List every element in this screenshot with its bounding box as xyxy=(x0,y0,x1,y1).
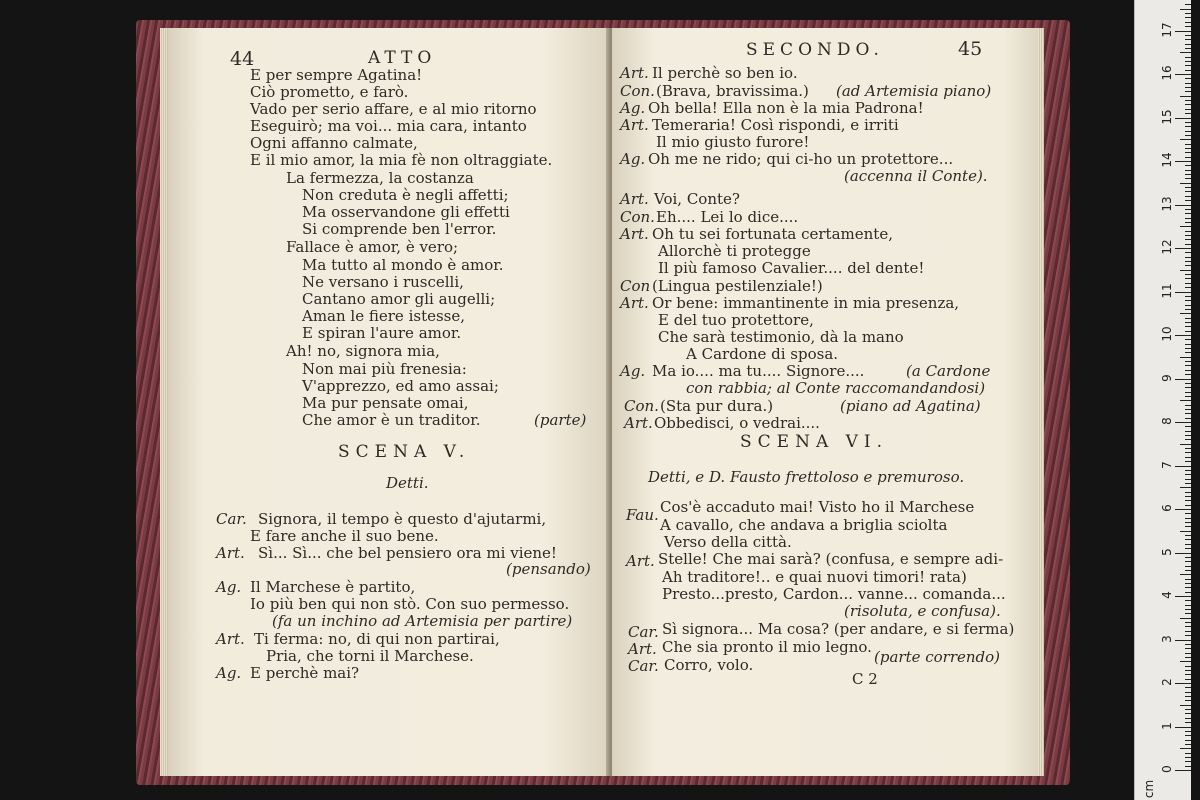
ruler-tick xyxy=(1185,392,1191,393)
dialogue-line: Oh me ne rido; qui ci-ho un protettore... xyxy=(648,150,954,168)
ruler-tick xyxy=(1180,705,1191,706)
ruler-tick xyxy=(1185,239,1191,240)
dialogue-line: Il perchè so ben io. xyxy=(652,64,798,82)
ruler-tick xyxy=(1185,39,1191,40)
ruler-tick xyxy=(1185,152,1191,153)
ruler-tick xyxy=(1185,309,1191,310)
verse-line: E spiran l'aure amor. xyxy=(302,324,462,342)
ruler-number: 15 xyxy=(1160,108,1174,125)
speaker: Art. xyxy=(216,544,245,562)
ruler-tick xyxy=(1185,570,1191,571)
dialogue-line: E perchè mai? xyxy=(250,664,360,682)
dialogue-line: Obbedisci, o vedrai.... xyxy=(654,414,820,432)
dialogue-line: Eh.... Lei lo dice.... xyxy=(656,208,799,226)
ruler-tick xyxy=(1185,666,1191,667)
ruler-tick xyxy=(1185,252,1191,253)
ruler-tick xyxy=(1175,118,1191,119)
speaker: Art. xyxy=(624,414,653,432)
ruler-tick xyxy=(1180,748,1191,749)
ruler-tick xyxy=(1185,78,1191,79)
ruler-tick xyxy=(1185,157,1191,158)
ruler-tick xyxy=(1180,183,1191,184)
verse-line: Ah! no, signora mia, xyxy=(286,342,440,360)
ruler-tick xyxy=(1185,413,1191,414)
speaker: Art. xyxy=(620,225,649,243)
dialogue-line: Il più famoso Cavalier.... del dente! xyxy=(658,259,925,277)
speaker: Art. xyxy=(620,294,649,312)
verse-line: Aman le fiere istesse, xyxy=(302,307,466,325)
ruler-tick xyxy=(1185,635,1191,636)
ruler-tick xyxy=(1185,648,1191,649)
verse-line: Vado per serio affare, e al mio ritorno xyxy=(250,100,537,118)
ruler-tick xyxy=(1175,31,1191,32)
dialogue-line: Ti ferma: no, di qui non partirai, xyxy=(254,630,500,648)
ruler-tick xyxy=(1185,644,1191,645)
dialogue-line: Temeraria! Così rispondi, e irriti xyxy=(652,116,899,134)
ruler-tick xyxy=(1185,483,1191,484)
ruler-tick xyxy=(1185,522,1191,523)
dialogue-line: Presto...presto, Cardon... vanne... comanda... xyxy=(662,585,1006,603)
speaker: Ag. xyxy=(216,664,242,682)
dialogue-line: Corro, volo. xyxy=(664,656,754,674)
dialogue-line: A cavallo, che andava a briglia sciolta xyxy=(660,516,948,534)
ruler-tick xyxy=(1185,283,1191,284)
ruler-tick xyxy=(1185,461,1191,462)
scene-subtitle: Detti. xyxy=(386,474,429,492)
ruler-tick xyxy=(1185,383,1191,384)
ruler-tick xyxy=(1185,418,1191,419)
speaker: Art. xyxy=(626,552,655,570)
ruler-number: 4 xyxy=(1160,591,1174,599)
dialogue-line: Allorchè ti protegge xyxy=(658,242,811,260)
ruler-tick xyxy=(1185,513,1191,514)
dialogue-line: Io più ben qui non stò. Con suo permesso. xyxy=(250,595,570,613)
verse-line: E per sempre Agatina! xyxy=(250,66,423,84)
ruler-tick xyxy=(1185,757,1191,758)
stage-direction: (fa un inchino ad Artemisia per partire) xyxy=(272,612,573,630)
ruler-tick xyxy=(1175,335,1191,336)
ruler-tick xyxy=(1175,466,1191,467)
ruler-tick xyxy=(1185,144,1191,145)
ruler-tick xyxy=(1185,605,1191,606)
ruler-tick xyxy=(1185,91,1191,92)
stage-direction: (piano ad Agatina) xyxy=(840,397,981,415)
verse-line: La fermezza, la costanza xyxy=(286,169,474,187)
ruler-tick xyxy=(1180,9,1191,10)
ruler-tick xyxy=(1185,17,1191,18)
ruler-tick xyxy=(1185,500,1191,501)
stage-direction: (risoluta, e confusa). xyxy=(844,602,1001,620)
stage-direction: (a Cardone xyxy=(906,362,991,380)
scene-title: SCENA VI. xyxy=(740,432,889,452)
ruler-tick xyxy=(1185,470,1191,471)
ruler-tick xyxy=(1185,57,1191,58)
ruler-number: 10 xyxy=(1160,326,1174,342)
ruler-tick xyxy=(1185,435,1191,436)
dialogue-line: Il Marchese è partito, xyxy=(250,578,416,596)
ruler-tick xyxy=(1185,561,1191,562)
stage-direction: (parte correndo) xyxy=(874,648,1001,666)
speaker: Ag. xyxy=(620,150,646,168)
ruler-tick xyxy=(1185,178,1191,179)
right-page xyxy=(612,28,1038,776)
signature-mark: C 2 xyxy=(852,670,878,688)
ruler-number: 14 xyxy=(1160,152,1174,168)
ruler-tick xyxy=(1185,126,1191,127)
ruler-unit: cm xyxy=(1142,779,1156,799)
ruler-tick xyxy=(1175,640,1191,641)
left-page xyxy=(168,28,610,776)
ruler-tick xyxy=(1185,626,1191,627)
ruler-tick xyxy=(1180,270,1191,271)
stage-direction: (ad Artemisia piano) xyxy=(836,82,992,100)
ruler-tick xyxy=(1185,352,1191,353)
ruler-tick xyxy=(1185,287,1191,288)
ruler-tick xyxy=(1180,444,1191,445)
verse-line: Non creduta è negli affetti; xyxy=(302,186,509,204)
stage-direction: (parte) xyxy=(534,411,587,429)
ruler-number: 9 xyxy=(1160,373,1174,382)
ruler-tick xyxy=(1185,61,1191,62)
verse-line: Ma tutto al mondo è amor. xyxy=(302,256,504,274)
ruler-tick xyxy=(1185,109,1191,110)
speaker: Art. xyxy=(628,640,657,658)
ruler-tick xyxy=(1185,318,1191,319)
dialogue-line: Stelle! Che mai sarà? (confusa, e sempre adi- xyxy=(658,550,1004,568)
verse-line: V'apprezzo, ed amo assai; xyxy=(302,377,499,395)
ruler-tick xyxy=(1185,692,1191,693)
ruler-tick xyxy=(1185,361,1191,362)
ruler-tick xyxy=(1185,135,1191,136)
dialogue-line: Oh tu sei fortunata certamente, xyxy=(652,225,893,243)
ruler-tick xyxy=(1185,257,1191,258)
ruler-tick xyxy=(1185,187,1191,188)
ruler-tick xyxy=(1175,683,1191,684)
speaker: Art. xyxy=(620,116,649,134)
ruler-number: 12 xyxy=(1160,239,1174,255)
ruler-tick xyxy=(1185,631,1191,632)
ruler-tick xyxy=(1185,557,1191,558)
ruler-tick xyxy=(1185,731,1191,732)
ruler-tick xyxy=(1185,696,1191,697)
ruler-tick xyxy=(1185,200,1191,201)
ruler-tick xyxy=(1175,379,1191,380)
ruler-tick xyxy=(1185,4,1191,5)
ruler-tick xyxy=(1185,718,1191,719)
dialogue-line: A Cardone di sposa. xyxy=(686,345,839,363)
ruler-tick xyxy=(1185,213,1191,214)
ruler-tick xyxy=(1185,322,1191,323)
ruler-tick xyxy=(1180,531,1191,532)
ruler-tick xyxy=(1180,618,1191,619)
ruler-tick xyxy=(1185,609,1191,610)
ruler-tick xyxy=(1185,535,1191,536)
ruler-tick xyxy=(1185,44,1191,45)
ruler-tick xyxy=(1175,205,1191,206)
speaker: Art. xyxy=(620,64,649,82)
ruler-tick xyxy=(1185,209,1191,210)
ruler-tick xyxy=(1180,400,1191,401)
ruler-tick xyxy=(1185,548,1191,549)
page-edge-left xyxy=(160,28,168,776)
ruler-tick xyxy=(1185,261,1191,262)
dialogue-line: Sì signora... Ma cosa? (per andare, e si ferma) xyxy=(662,620,1015,638)
ruler-tick xyxy=(1185,339,1191,340)
ruler-tick xyxy=(1185,583,1191,584)
verse-line: Ciò prometto, e farò. xyxy=(250,83,409,101)
ruler-number: 17 xyxy=(1160,21,1174,38)
ruler-tick xyxy=(1175,509,1191,510)
dialogue-line: Che sarà testimonio, dà la mano xyxy=(658,328,904,346)
verse-line: Ogni affanno calmate, xyxy=(250,134,418,152)
verse-line: Che amor è un traditor. xyxy=(302,411,481,429)
stage-direction: (pensando) xyxy=(506,560,591,578)
dialogue-line: Sì... Sì... che bel pensiero ora mi viene! xyxy=(258,544,557,562)
ruler-tick xyxy=(1185,713,1191,714)
dialogue-line: Che sia pronto il mio legno. xyxy=(662,638,872,656)
dialogue-line: Ma io.... ma tu.... Signore.... xyxy=(652,362,865,380)
ruler-tick xyxy=(1185,374,1191,375)
ruler-tick xyxy=(1185,65,1191,66)
ruler-tick xyxy=(1175,161,1191,162)
ruler-number: 2 xyxy=(1160,678,1174,686)
ruler-tick xyxy=(1175,553,1191,554)
ruler-tick xyxy=(1185,278,1191,279)
verse-line: Si comprende ben l'error. xyxy=(302,220,497,238)
verse-line: Eseguirò; ma voi... mia cara, intanto xyxy=(250,117,527,135)
dialogue-line: Cos'è accaduto mai! Visto ho il Marchese xyxy=(660,498,975,516)
dialogue-line: Il mio giusto furore! xyxy=(656,133,810,151)
ruler-tick xyxy=(1185,457,1191,458)
ruler-tick xyxy=(1175,248,1191,249)
ruler-tick xyxy=(1185,492,1191,493)
scene-subtitle: Detti, e D. Fausto frettoloso e premuroso. xyxy=(648,468,965,486)
speaker: Art. xyxy=(620,190,649,208)
speaker: Car. xyxy=(628,623,659,641)
ruler-tick xyxy=(1185,35,1191,36)
ruler-tick xyxy=(1185,766,1191,767)
ruler-tick xyxy=(1185,26,1191,27)
ruler-tick xyxy=(1185,165,1191,166)
speaker: Ag. xyxy=(620,99,646,117)
ruler-number: 3 xyxy=(1160,634,1174,643)
ruler-tick xyxy=(1185,505,1191,506)
speaker: Con xyxy=(620,277,651,295)
dialogue-line: Oh bella! Ella non è la mia Padrona! xyxy=(648,99,924,117)
ruler-tick xyxy=(1185,244,1191,245)
ruler-tick xyxy=(1180,226,1191,227)
ruler-tick xyxy=(1175,727,1191,728)
ruler-tick xyxy=(1185,331,1191,332)
ruler-tick xyxy=(1175,596,1191,597)
ruler-tick xyxy=(1185,653,1191,654)
ruler-tick xyxy=(1185,274,1191,275)
ruler-tick xyxy=(1185,496,1191,497)
ruler-tick xyxy=(1185,326,1191,327)
page-number: 45 xyxy=(958,38,983,60)
ruler-tick xyxy=(1185,48,1191,49)
ruler-tick xyxy=(1185,348,1191,349)
dialogue-line: E fare anche il suo bene. xyxy=(250,527,439,545)
stage-direction: con rabbia; al Conte raccomandandosi) xyxy=(686,379,986,397)
ruler-tick xyxy=(1180,574,1191,575)
ruler-tick xyxy=(1185,566,1191,567)
ruler-tick xyxy=(1185,13,1191,14)
dialogue-line: (Lingua pestilenziale!) xyxy=(652,277,823,295)
ruler-tick xyxy=(1185,613,1191,614)
verse-line: Fallace è amor, è vero; xyxy=(286,238,459,256)
ruler-tick xyxy=(1185,518,1191,519)
dialogue-line: Voi, Conte? xyxy=(654,190,740,208)
ruler-number: 13 xyxy=(1160,195,1174,212)
ruler-tick xyxy=(1185,344,1191,345)
dialogue-line: (Sta pur dura.) xyxy=(660,397,774,415)
ruler-tick xyxy=(1185,370,1191,371)
scene-title: SCENA V. xyxy=(338,442,471,462)
ruler-tick xyxy=(1185,479,1191,480)
ruler-tick xyxy=(1185,148,1191,149)
verse-line: Ma pur pensate omai, xyxy=(302,394,469,412)
ruler-tick xyxy=(1180,139,1191,140)
ruler-tick xyxy=(1175,422,1191,423)
ruler-tick xyxy=(1185,452,1191,453)
ruler-number: 11 xyxy=(1160,282,1174,299)
ruler-tick xyxy=(1185,439,1191,440)
ruler-tick xyxy=(1185,448,1191,449)
ruler-tick xyxy=(1185,113,1191,114)
ruler-tick xyxy=(1185,196,1191,197)
speaker: Fau. xyxy=(626,506,659,524)
dialogue-line: Signora, il tempo è questo d'ajutarmi, xyxy=(258,510,547,528)
ruler-tick xyxy=(1185,600,1191,601)
measuring-ruler xyxy=(1134,0,1191,800)
ruler-tick xyxy=(1185,396,1191,397)
verse-line: Non mai più frenesia: xyxy=(302,360,467,378)
ruler-tick xyxy=(1185,722,1191,723)
running-head: ATTO xyxy=(368,48,437,68)
ruler-tick xyxy=(1185,592,1191,593)
ruler-tick xyxy=(1185,122,1191,123)
verse-line: Ne versano i ruscelli, xyxy=(302,273,464,291)
ruler-tick xyxy=(1185,365,1191,366)
dialogue-line: Ah traditore!.. e quai nuovi timori! rata) xyxy=(662,568,967,586)
dialogue-line: E del tuo protettore, xyxy=(658,311,814,329)
ruler-tick xyxy=(1185,700,1191,701)
stage-direction: (accenna il Conte). xyxy=(844,167,988,185)
ruler-tick xyxy=(1185,218,1191,219)
ruler-tick xyxy=(1185,526,1191,527)
ruler-tick xyxy=(1180,661,1191,662)
ruler-tick xyxy=(1175,292,1191,293)
ruler-tick xyxy=(1185,104,1191,105)
dialogue-line: (Brava, bravissima.) xyxy=(656,82,809,100)
ruler-tick xyxy=(1180,52,1191,53)
ruler-tick xyxy=(1185,70,1191,71)
ruler-tick xyxy=(1185,100,1191,101)
ruler-number: 6 xyxy=(1160,504,1174,512)
ruler-tick xyxy=(1185,679,1191,680)
ruler-tick xyxy=(1185,409,1191,410)
ruler-tick xyxy=(1185,426,1191,427)
ruler-tick xyxy=(1185,544,1191,545)
ruler-number: 0 xyxy=(1160,765,1174,773)
ruler-tick xyxy=(1185,174,1191,175)
ruler-tick xyxy=(1185,670,1191,671)
ruler-number: 8 xyxy=(1160,417,1174,425)
ruler-tick xyxy=(1185,305,1191,306)
ruler-tick xyxy=(1185,657,1191,658)
speaker: Ag. xyxy=(216,578,242,596)
verse-line: Cantano amor gli augelli; xyxy=(302,290,496,308)
ruler-tick xyxy=(1185,300,1191,301)
speaker: Con. xyxy=(620,82,655,100)
ruler-tick xyxy=(1185,22,1191,23)
ruler-tick xyxy=(1185,265,1191,266)
ruler-number: 7 xyxy=(1160,460,1174,469)
ruler-tick xyxy=(1185,235,1191,236)
verse-line: Ma osservandone gli effetti xyxy=(302,203,510,221)
speaker: Art. xyxy=(216,630,245,648)
verse-line: E il mio amor, la mia fè non oltraggiate. xyxy=(250,151,553,169)
ruler-tick xyxy=(1185,740,1191,741)
ruler-tick xyxy=(1185,231,1191,232)
dialogue-line: Or bene: immantinente in mia presenza, xyxy=(652,294,960,312)
ruler-tick xyxy=(1185,579,1191,580)
ruler-tick xyxy=(1185,735,1191,736)
ruler-tick xyxy=(1180,313,1191,314)
ruler-tick xyxy=(1185,296,1191,297)
ruler-tick xyxy=(1185,431,1191,432)
dialogue-line: Pria, che torni il Marchese. xyxy=(266,647,474,665)
ruler-tick xyxy=(1185,753,1191,754)
ruler-number: 16 xyxy=(1160,65,1174,81)
ruler-number: 5 xyxy=(1160,547,1174,556)
running-head: SECONDO. xyxy=(746,40,884,60)
ruler-number: 1 xyxy=(1160,721,1174,730)
ruler-tick xyxy=(1185,222,1191,223)
page-number: 44 xyxy=(230,48,255,70)
ruler-tick xyxy=(1185,170,1191,171)
ruler-tick xyxy=(1185,744,1191,745)
ruler-tick xyxy=(1185,539,1191,540)
ruler-tick xyxy=(1185,622,1191,623)
ruler-tick xyxy=(1185,131,1191,132)
ruler-tick xyxy=(1185,474,1191,475)
ruler-tick xyxy=(1185,761,1191,762)
dialogue-line: Verso della città. xyxy=(664,533,792,551)
ruler-tick xyxy=(1175,74,1191,75)
speaker: Car. xyxy=(216,510,247,528)
ruler-tick xyxy=(1175,770,1191,771)
ruler-tick xyxy=(1185,674,1191,675)
ruler-tick xyxy=(1185,387,1191,388)
speaker: Car. xyxy=(628,657,659,675)
ruler-tick xyxy=(1180,487,1191,488)
ruler-tick xyxy=(1180,96,1191,97)
ruler-tick xyxy=(1180,357,1191,358)
speaker: Con. xyxy=(624,397,659,415)
speaker: Con. xyxy=(620,208,655,226)
ruler-tick xyxy=(1185,87,1191,88)
ruler-tick xyxy=(1185,405,1191,406)
ruler-tick xyxy=(1185,709,1191,710)
ruler-tick xyxy=(1185,83,1191,84)
ruler-tick xyxy=(1185,587,1191,588)
ruler-tick xyxy=(1185,687,1191,688)
ruler-tick xyxy=(1185,191,1191,192)
speaker: Ag. xyxy=(620,362,646,380)
